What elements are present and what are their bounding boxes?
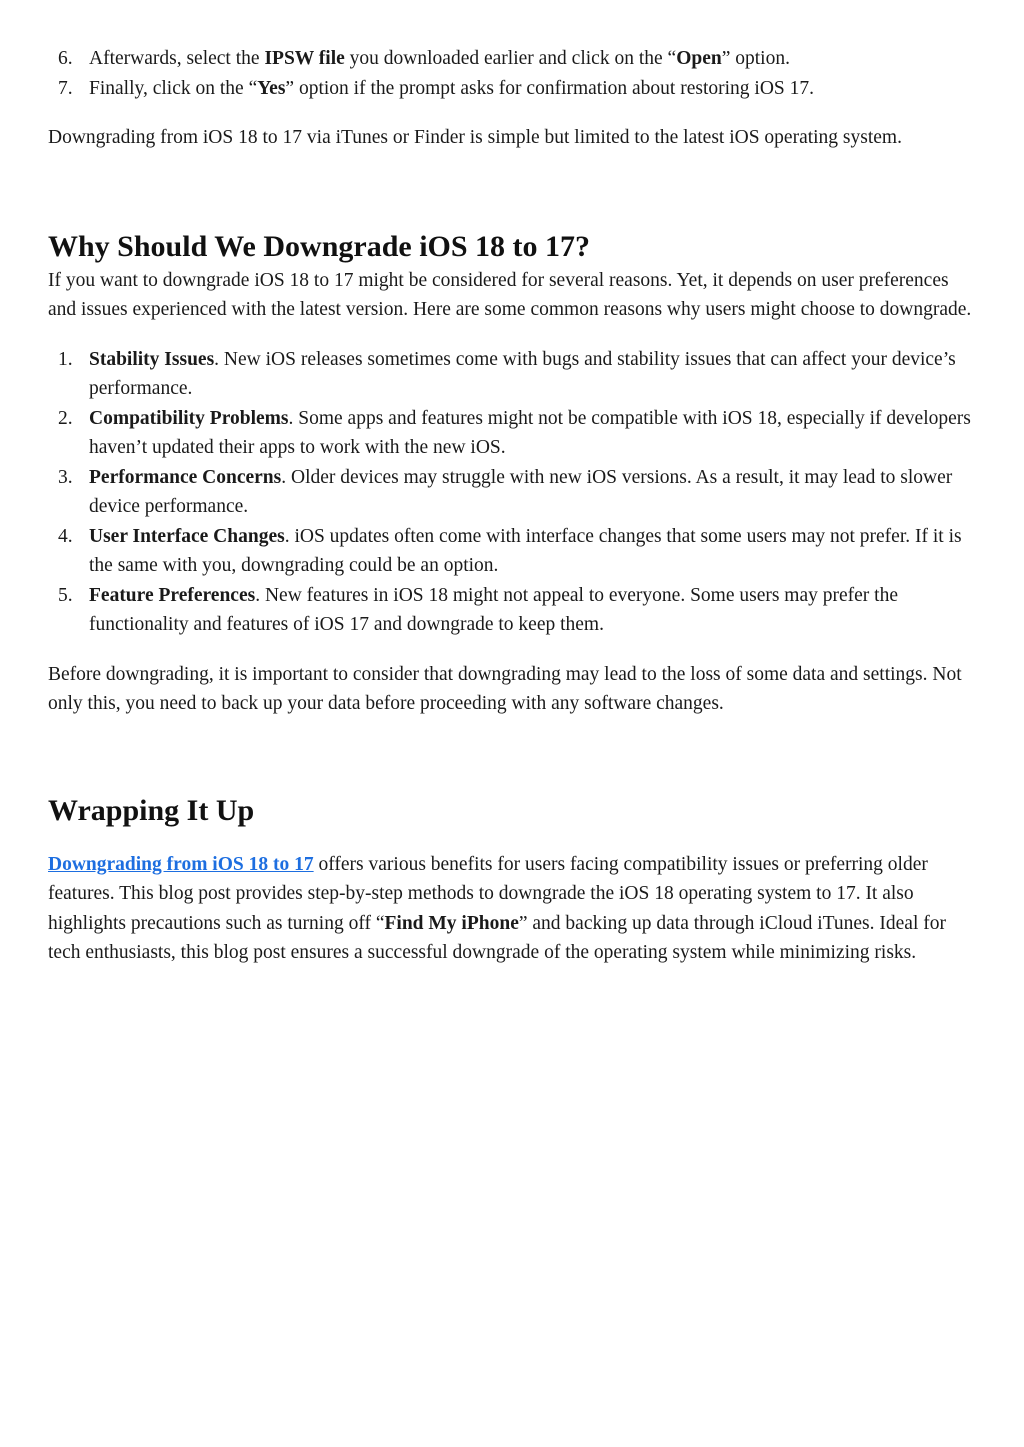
reason-text: . Some apps and features might not be compatible with iOS 18, especially if developers haven’t updated their apps to work with the new iOS. [89, 407, 971, 458]
list-number: 3. [58, 466, 73, 488]
downgrade-link[interactable]: Downgrading from iOS 18 to 17 [48, 853, 314, 875]
step-text: Afterwards, select the [89, 48, 265, 69]
list-number: 2. [58, 407, 73, 429]
reasons-list [48, 345, 976, 640]
reason-title: User Interface Changes [89, 525, 285, 547]
step-text: ” option. [721, 48, 790, 69]
list-item [48, 404, 976, 463]
list-number: 7. [58, 77, 73, 99]
reason-title: Stability Issues [89, 348, 215, 370]
step-text: ” option if the prompt asks for confirmation about restoring iOS 17. [285, 77, 814, 99]
reason-text: . iOS updates often come with interface changes that some users may not prefer. If it is the same with you, downgrading could be an option. [89, 525, 962, 576]
wrap-text: ” and backing up data through iCloud iTunes. Ideal for tech enthusiasts, this blog post ensures a successful downgrade of the operating system while minimizing risks. [48, 912, 946, 963]
list-number: 1. [58, 348, 73, 370]
reason-title: Compatibility Problems [89, 407, 289, 429]
list-item [48, 463, 976, 522]
step-bold: IPSW file [264, 48, 345, 69]
step-bold: Yes [257, 77, 286, 99]
reason-text: . New features in iOS 18 might not appeal to everyone. Some users may prefer the functionality and features of iOS 17 and downgrade to keep them. [89, 584, 898, 635]
list-number: 6. [58, 48, 73, 69]
reason-title: Performance Concerns [89, 466, 282, 488]
restore-steps-list [48, 44, 976, 103]
list-number: 5. [58, 584, 73, 606]
reason-text: . New iOS releases sometimes come with bugs and stability issues that can affect your device’s performance. [89, 348, 956, 399]
list-item [48, 44, 976, 74]
reason-text: . Older devices may struggle with new iOS versions. As a result, it may lead to slower device performance. [89, 466, 953, 517]
closing-paragraph: Before downgrading, it is important to consider that downgrading may lead to the loss of some data and settings. Not only this, you need to back up your data before proceeding with any software changes. [48, 663, 962, 714]
intro-paragraph: Downgrading from iOS 18 to 17 via iTunes or Finder is simple but limited to the latest iOS operating system. [48, 127, 902, 148]
list-item [48, 522, 976, 581]
list-item [48, 581, 976, 640]
why-downgrade-heading: Why Should We Downgrade iOS 18 to 17? [48, 229, 591, 263]
wrap-paragraph [48, 850, 976, 968]
step-bold: Open [676, 48, 722, 69]
reason-title: Feature Preferences [89, 584, 256, 606]
step-text: Finally, click on the “ [89, 77, 258, 99]
why-paragraph: If you want to downgrade iOS 18 to 17 might be considered for several reasons. Yet, it depends on user preferences and issues experienced with the latest version. Here are some common reasons why users might choose to downgrade. [48, 269, 972, 320]
wrap-text: offers various benefits for users facing compatibility issues or preferring older features. This blog post provides step-by-step methods to downgrade the iOS 18 operating system to 17. It also highlights precautions such as turning off “ [48, 853, 928, 934]
list-item [48, 345, 976, 404]
list-number: 4. [58, 525, 73, 547]
document-page [48, 44, 976, 968]
step-text: you downloaded earlier and click on the “ [344, 48, 677, 69]
wrapping-up-heading: Wrapping It Up [48, 793, 255, 827]
list-item [48, 74, 976, 104]
wrap-bold: Find My iPhone [384, 912, 519, 934]
